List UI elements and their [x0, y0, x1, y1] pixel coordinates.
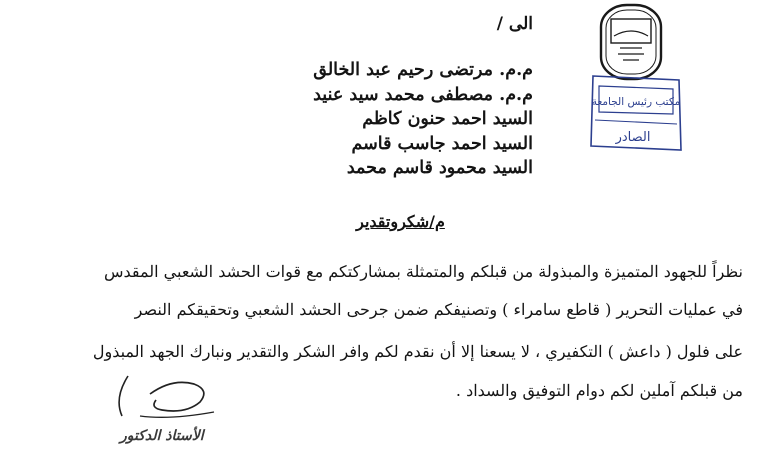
addressee-label: الى /: [496, 14, 533, 34]
stamp-office-text: مكتب رئيس الجامعة: [591, 96, 681, 108]
stamp-label: الصادر: [615, 130, 651, 145]
recipient: السيد احمد حنون كاظم: [362, 109, 533, 129]
body-line: نظراً للجهود المتميزة والمبذولة من قبلكم والمتمثلة بمشاركتكم مع قوات الحشد الشعبي المقدس: [103, 262, 743, 281]
recipient: م.م. مرتضى رحيم عبد الخالق: [313, 60, 533, 80]
body-line: على فلول ( داعش ) التكفيري ، لا يسعنا إلا أن نقدم لكم وافر الشكر والتقدير ونبارك الجهد المبذول: [92, 342, 743, 361]
signature: [110, 372, 230, 422]
recipient: السيد احمد جاسب قاسم: [351, 133, 533, 154]
body-line: من قبلكم آملين لكم دوام التوفيق والسداد .: [455, 381, 743, 400]
signer-title: الأستاذ الدكتور: [120, 428, 204, 444]
office-stamp: [585, 4, 685, 154]
subject-line: [0, 212, 783, 231]
recipient: م.م. مصطفى محمد سيد عنيد: [313, 84, 533, 105]
body-line: في عمليات التحرير ( قاطع سامراء ) وتصنيفكم ضمن جرحى الحشد الشعبي وتحقيقكم النصر: [134, 300, 743, 319]
recipient-list: [233, 58, 533, 181]
subject-text: م/شكروتقدير: [356, 212, 445, 231]
recipient: السيد محمود قاسم محمد: [346, 158, 533, 178]
